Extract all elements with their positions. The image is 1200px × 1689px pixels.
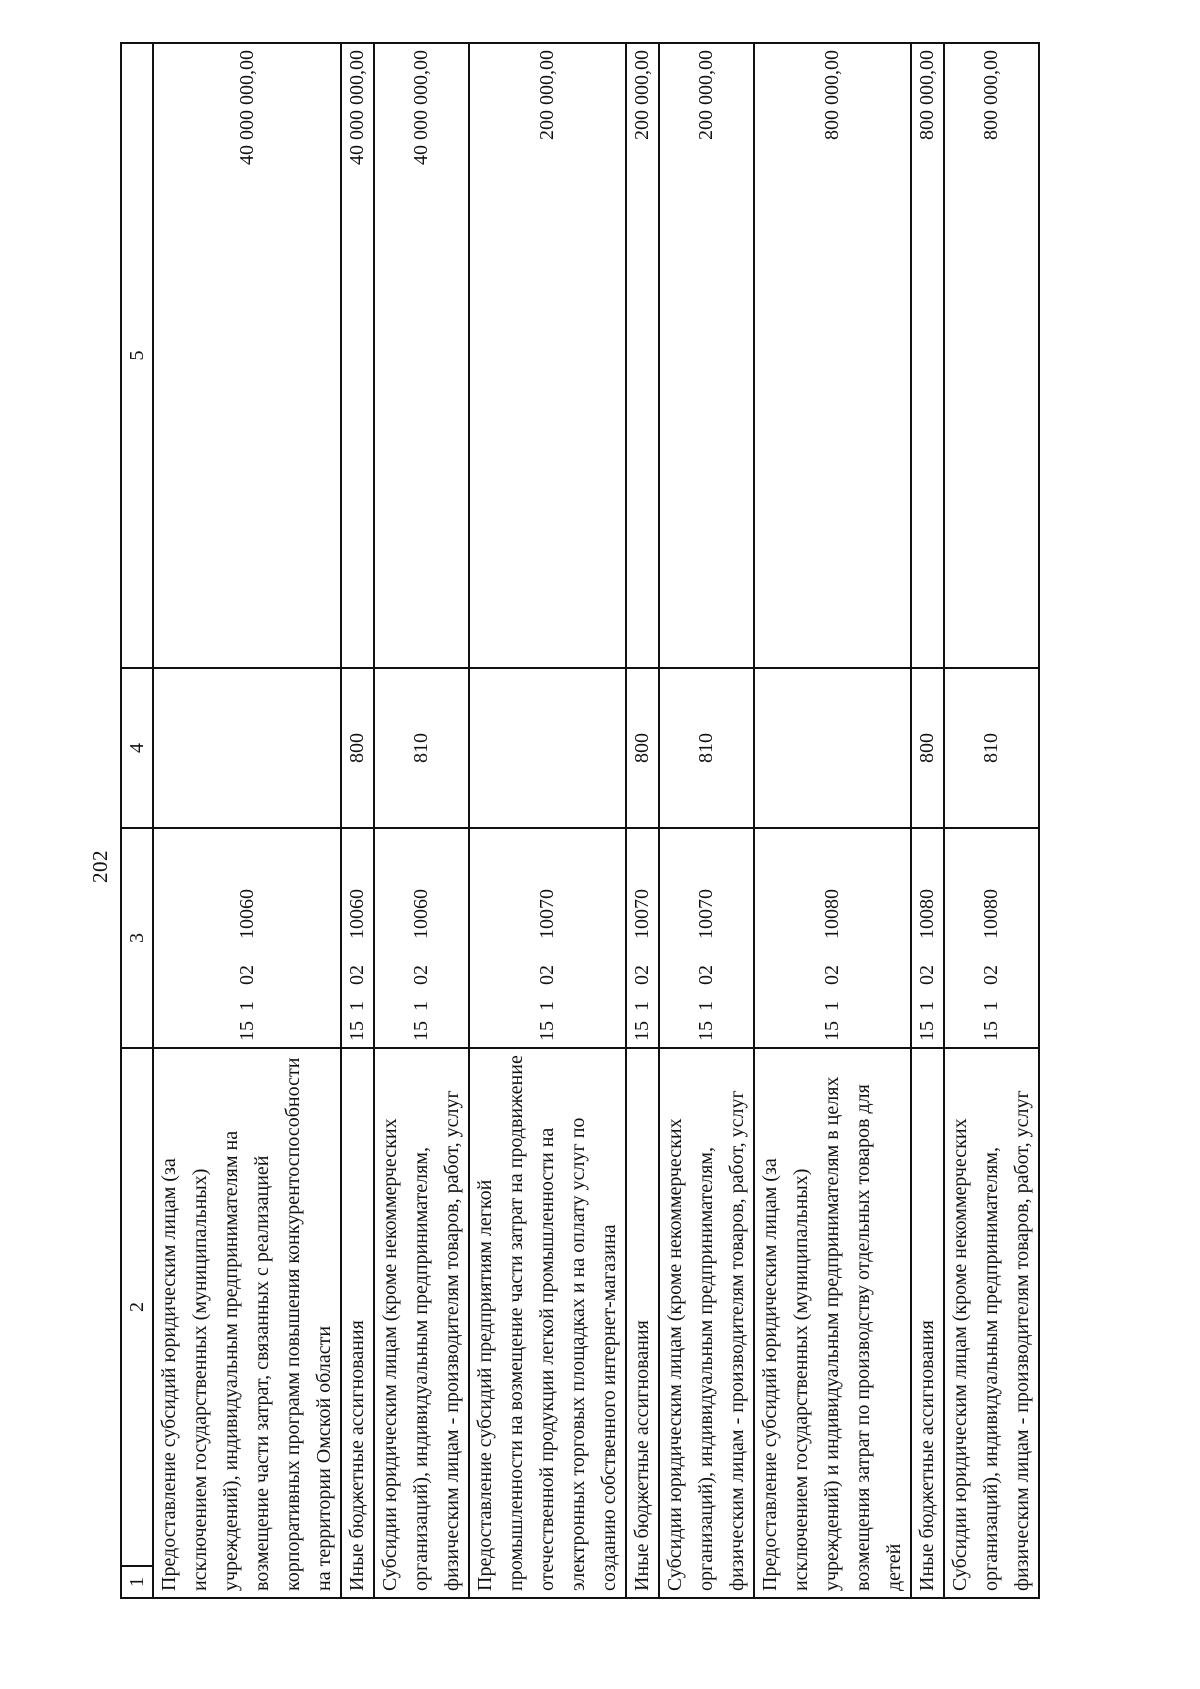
table-row [944, 43, 1039, 1598]
csr-event: 02 [410, 965, 432, 985]
csr-direction: 10080 [980, 889, 1002, 939]
csr-program: 15 [536, 1021, 558, 1041]
header-col-2: 2 [121, 1048, 153, 1566]
row-vr: 810 [659, 668, 754, 828]
row-name: Предоставление субсидий юридическим лицам (за исключением государственных (муниципальных) учреждений) и индивидуальным предпринимателям в целях возмещения затрат по производству отдельных товаров для детей [754, 1048, 911, 1598]
csr-event: 02 [536, 965, 558, 985]
csr-direction: 10070 [631, 889, 653, 939]
csr-direction: 10060 [410, 889, 432, 939]
csr-program: 15 [235, 1021, 258, 1041]
page-number: 202 [88, 850, 112, 883]
csr-subprogram: 1 [695, 1001, 717, 1011]
row-csr [153, 828, 341, 1048]
csr-direction: 10060 [346, 889, 368, 939]
row-vr: 800 [911, 668, 944, 828]
csr-event: 02 [235, 965, 258, 985]
row-amount: 200 000,00 [659, 43, 754, 668]
header-row [121, 43, 153, 1598]
csr-subprogram: 1 [631, 1001, 653, 1011]
row-amount: 800 000,00 [944, 43, 1039, 668]
csr-event: 02 [695, 965, 717, 985]
row-vr: 800 [626, 668, 659, 828]
row-name: Субсидии юридическим лицам (кроме некоммерческих организаций), индивидуальным предпринимателям, физическим лицам - производителям товаров, работ, услуг [659, 1048, 754, 1598]
row-vr: 810 [944, 668, 1039, 828]
row-name: Иные бюджетные ассигнования [911, 1048, 944, 1598]
csr-subprogram: 1 [916, 1001, 938, 1011]
row-name: Предоставление субсидий предприятиям легкой промышленности на возмещение части затрат на продвижение отечественной продукции легкой промышленности на электронных торговых площадках и на оплату услуг по созданию собственного интернет-магазина [469, 1048, 626, 1598]
csr-subprogram: 1 [821, 1001, 843, 1011]
row-csr [754, 828, 911, 1048]
csr-subprogram: 1 [410, 1001, 432, 1011]
csr-program: 15 [346, 1021, 368, 1041]
rotated-sheet [0, 44, 1120, 1689]
row-vr [153, 668, 341, 828]
header-col-1: 1 [121, 1566, 153, 1598]
row-csr [659, 828, 754, 1048]
csr-subprogram: 1 [980, 1001, 1002, 1011]
csr-program: 15 [695, 1021, 717, 1041]
table-row [626, 43, 659, 1598]
csr-program: 15 [916, 1021, 938, 1041]
row-vr: 810 [374, 668, 469, 828]
row-amount: 40 000 000,00 [374, 43, 469, 668]
row-amount: 200 000,00 [626, 43, 659, 668]
header-col-4: 4 [121, 668, 153, 828]
table-row [469, 43, 626, 1598]
csr-program: 15 [821, 1021, 843, 1041]
table-row [911, 43, 944, 1598]
row-csr [374, 828, 469, 1048]
csr-direction: 10080 [821, 889, 843, 939]
csr-program: 15 [631, 1021, 653, 1041]
csr-direction: 10080 [916, 889, 938, 939]
row-name: Иные бюджетные ассигнования [341, 1048, 374, 1598]
row-name: Субсидии юридическим лицам (кроме некоммерческих организаций), индивидуальным предпринимателям, физическим лицам - производителям товаров, работ, услуг [944, 1048, 1039, 1598]
row-vr [754, 668, 911, 828]
csr-program: 15 [980, 1021, 1002, 1041]
csr-subprogram: 1 [235, 1001, 258, 1011]
table-row [754, 43, 911, 1598]
table-row [341, 43, 374, 1598]
csr-event: 02 [821, 965, 843, 985]
row-amount: 800 000,00 [911, 43, 944, 668]
row-csr [911, 828, 944, 1048]
csr-event: 02 [980, 965, 1002, 985]
row-name: Предоставление субсидий юридическим лицам (за исключением государственных (муниципальных) учреждений), индивидуальным предпринимателям на возмещение части затрат, связанных с реализацией корпоративных программ повышения конкурентоспособности на территории Омской области [153, 1048, 341, 1598]
row-vr [469, 668, 626, 828]
row-amount: 200 000,00 [469, 43, 626, 668]
csr-direction: 10070 [695, 889, 717, 939]
csr-program: 15 [410, 1021, 432, 1041]
row-name: Иные бюджетные ассигнования [626, 1048, 659, 1598]
row-csr [944, 828, 1039, 1048]
row-amount: 40 000 000,00 [153, 43, 341, 668]
row-amount: 40 000 000,00 [341, 43, 374, 668]
table-row [374, 43, 469, 1598]
table-row [659, 43, 754, 1598]
row-amount: 800 000,00 [754, 43, 911, 668]
row-vr: 800 [341, 668, 374, 828]
csr-subprogram: 1 [346, 1001, 368, 1011]
csr-direction: 10060 [235, 889, 258, 939]
csr-subprogram: 1 [536, 1001, 558, 1011]
csr-event: 02 [916, 965, 938, 985]
row-csr [341, 828, 374, 1048]
budget-table [120, 42, 1040, 1599]
header-col-3: 3 [121, 828, 153, 1048]
row-csr [626, 828, 659, 1048]
row-name: Субсидии юридическим лицам (кроме некоммерческих организаций), индивидуальным предпринимателям, физическим лицам - производителям товаров, работ, услуг [374, 1048, 469, 1598]
row-csr [469, 828, 626, 1048]
csr-event: 02 [631, 965, 653, 985]
csr-event: 02 [346, 965, 368, 985]
csr-direction: 10070 [536, 889, 558, 939]
table-row [153, 43, 341, 1598]
header-col-5: 5 [121, 43, 153, 668]
